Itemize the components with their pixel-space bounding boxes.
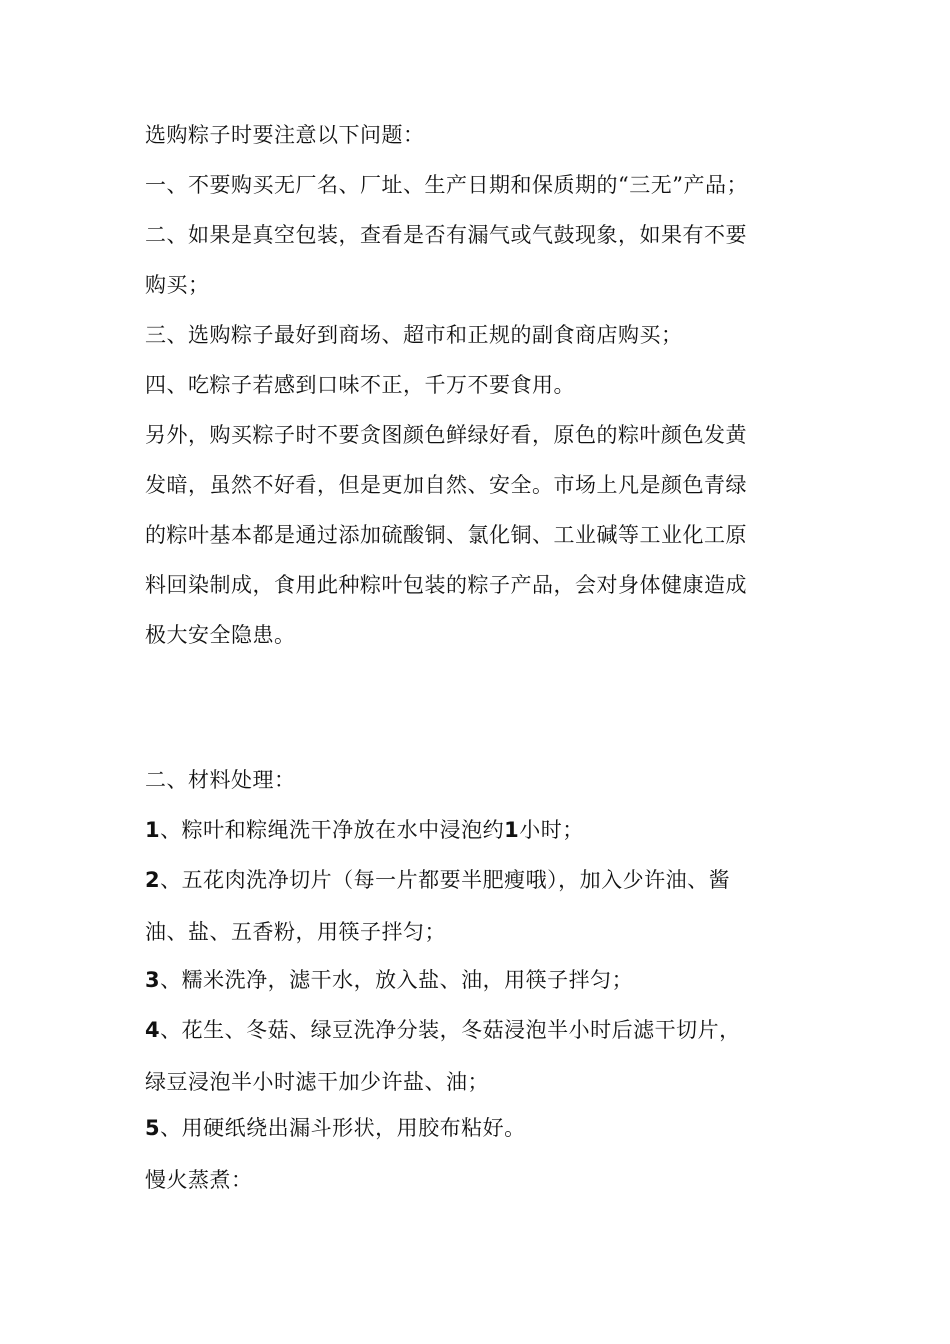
step-number: 2: [145, 868, 161, 892]
step-text: 、五花肉洗净切片（每一片都要半肥瘦哦），加入少许油、酱: [160, 868, 731, 892]
step-number: 1: [145, 818, 161, 842]
step-5: [145, 1113, 815, 1143]
step-number: 4: [145, 1018, 161, 1042]
tip-line-2: 二、如果是真空包装，查看是否有漏气或气鼓现象，如果有不要: [145, 223, 747, 247]
inline-number: 1: [504, 818, 520, 842]
step-text-end: 小时；: [519, 818, 584, 842]
footer-heading: 慢火蒸煮：: [145, 1168, 253, 1192]
step-2: [145, 865, 815, 895]
step-number: 5: [145, 1116, 161, 1140]
step-number: 3: [145, 968, 161, 992]
step-3: [145, 965, 815, 995]
note-line-2: 发暗，虽然不好看，但是更加自然、安全。市场上凡是颜色青绿: [145, 473, 747, 497]
tip-line-1: 一、不要购买无厂名、厂址、生产日期和保质期的“三无”产品；: [145, 173, 748, 197]
note-line-3: 的粽叶基本都是通过添加硫酸铜、氯化铜、工业碱等工业化工原: [145, 523, 747, 547]
tip-line-4: 四、吃粽子若感到口味不正，千万不要食用。: [145, 373, 575, 397]
note-line-4: 料回染制成，食用此种粽叶包装的粽子产品，会对身体健康造成: [145, 573, 747, 597]
note-line-1: 另外，购买粽子时不要贪图颜色鲜绿好看，原色的粽叶颜色发黄: [145, 423, 747, 447]
step-text: 、用硬纸绕出漏斗形状，用胶布粘好。: [160, 1116, 526, 1140]
tip-line-2-cont: 购买；: [145, 273, 210, 297]
step-4: [145, 1015, 815, 1045]
step-2-cont: 油、盐、五香粉，用筷子拌匀；: [145, 920, 446, 944]
note-line-5: 极大安全隐患。: [145, 623, 296, 647]
step-4-cont: 绿豆浸泡半小时滤干加少许盐、油；: [145, 1070, 489, 1094]
section2-heading: 二、材料处理：: [145, 768, 296, 792]
step-text: 、花生、冬菇、绿豆洗净分装，冬菇浸泡半小时后滤干切片，: [160, 1018, 741, 1042]
section1-heading: 选购粽子时要注意以下问题：: [145, 123, 425, 147]
step-1: [145, 815, 815, 845]
step-text: 、粽叶和粽绳洗干净放在水中浸泡约: [160, 818, 505, 842]
step-text: 、糯米洗净，滤干水，放入盐、油，用筷子拌匀；: [160, 968, 634, 992]
tip-line-3: 三、选购粽子最好到商场、超市和正规的副食商店购买；: [145, 323, 683, 347]
